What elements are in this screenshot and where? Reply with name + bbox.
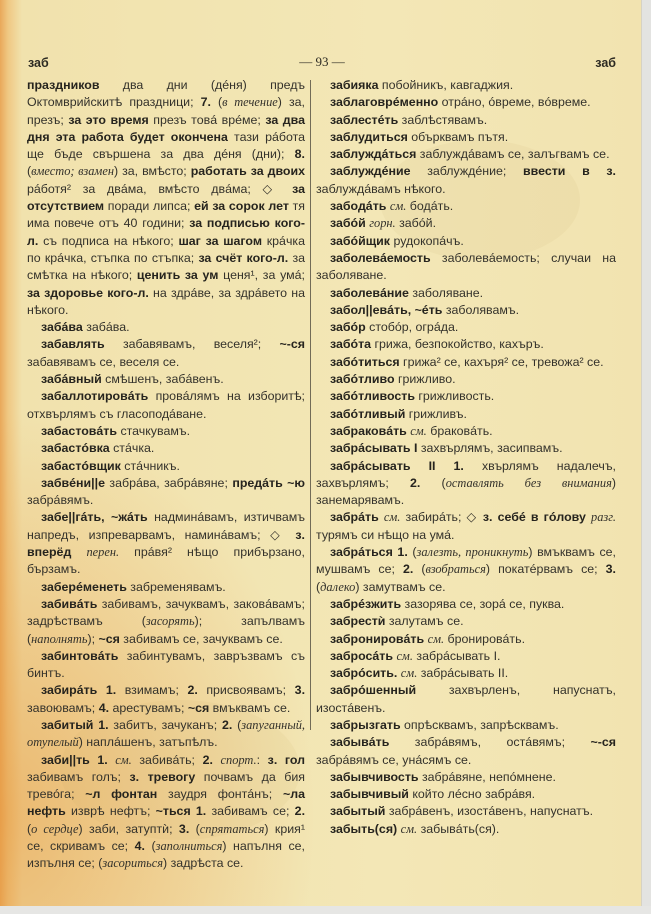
dictionary-entry: забитый 1. забитъ, зачуканъ; 2. (запуганный, отупелый) наплáшенъ, затъпѣлъ. [27,717,305,750]
dictionary-entry: забытый забрáвенъ, изостáвенъ, напуснатъ. [330,804,594,819]
dictionary-entry: забóтливый грижливъ. [330,406,467,421]
dictionary-entry: забóй горн. забóй. [330,216,437,231]
dictionary-entry: забрóсить. см. забрáсывать II. [330,666,509,681]
dictionary-entry: заблаговрéменно отрáно, óвреме, вóвреме. [330,95,591,110]
dictionary-entry: забирáть 1. взимамъ; 2. присвоявамъ; 3. завоювамъ; 4. арестувамъ; ~ся вмъквамъ се. [27,683,306,715]
dictionary-entry: заблуждéние заблуждéние; ввести в з. заблуждáвамъ нѣкого. [316,164,616,196]
dictionary-entry: забе||гáть, ~жáть надминáвамъ, изтичвамъ напредъ, изпреварвамъ, наминáвамъ; ◇ з. вперёд перен. прáвя² нѣщо прибързано, бързамъ. [27,510,305,577]
dictionary-entry: заболевáние заболяване. [330,285,484,300]
right-column [316,77,616,838]
dictionary-entry: забияка побойникъ, кавгаджия. [330,78,514,92]
dictionary-entry: забодáть см. бодáть. [330,199,454,214]
dictionary-entry: забрóшенный захвърленъ, напуснатъ, изостáвенъ. [316,683,616,715]
dictionary-entry: забóтливо грижливо. [330,372,456,387]
dictionary-entry: заблестéть заблѣстявамъ. [330,112,488,127]
dictionary-entry: забастовáть стачкувамъ. [41,423,191,438]
dictionary-entry: забрáсывать II 1. хвърлямъ надалечъ, захвърлямъ; 2. (оставлять без внимания) занемарявамъ. [316,458,617,508]
dictionary-entry: забивáть забивамъ, зачуквамъ, зaковáвамъ; задрѣствамъ (засорять); запълвамъ (наполнять); ~ся забивамъ се, зачуквамъ се. [27,596,305,646]
dictionary-entry: забáвный смѣшенъ, забáвенъ. [41,372,224,387]
dictionary-entry: забавлять забавявамъ, веселя²; ~-ся забавявамъ се, веселя се. [27,337,305,369]
dictionary-entry: забрáсывать I захвърлямъ, засипвамъ. [330,441,563,456]
dictionary-entry: забóта грижа, безпокойство, кахъръ. [330,337,544,352]
dictionary-entry: забраковáть см. браковáть. [330,423,493,438]
left-column [27,77,305,873]
scan-border-right [641,0,651,914]
page-number: — 93 — [299,54,345,69]
dictionary-entry: забывáть забрáвямъ, остáвямъ; ~-ся забрáвямъ се, унáсямъ се. [316,735,616,767]
dictionary-entry: забастóвка стáчка. [41,441,155,456]
scan-border-bottom [0,906,651,914]
dictionary-entry: забóтливость грижливость. [330,389,495,404]
dictionary-entry: забыть(ся) см. забывáть(ся). [330,821,500,836]
dictionary-entry: забаллотировáть провáлямъ на изборитѣ; отхвърлямъ съ гласоподáване. [27,389,305,421]
dictionary-entry: забрызгать опрѣсквамъ, запрѣсквамъ. [330,717,559,732]
dictionary-entry: забастóвщик стáчникъ. [41,458,180,473]
dictionary-entry: заберéменеть забременявамъ. [41,579,226,594]
dictionary-entry: забрéзжить зазорява се, зорá се, пуква. [330,596,565,611]
dictionary-entry: забрестѝ залутамъ се. [330,614,464,629]
dictionary-entry: заболевáемость заболевáемость; случаи на заболяване. [316,250,616,283]
dictionary-entry: заблуждáться заблуждáвамъ се, залъгвамъ се. [330,147,610,162]
dictionary-entry: забинтовáть забинтувамъ, завръзвамъ съ бинтъ. [27,648,305,681]
dictionary-entry: забол||евáть, ~éть заболявамъ. [330,302,520,317]
dictionary-entry: забросáть см. забрáсывать I. [330,648,501,663]
dictionary-entry: забáва забáва. [41,320,130,335]
column-divider [310,80,311,730]
guide-word-left: заб [28,56,49,70]
dictionary-entry: забóр стобóр, огрáда. [330,320,459,335]
dictionary-entry: забрáться 1. (залезть, проникнуть) вмъквамъ се, мушвамъ се; 2. (взобраться) покатéрвамъ се; 3. (далеко) замутвамъ се. [316,545,616,594]
dictionary-entry: праздников два дни (дéня) предъ Октомврийскитѣ праздници; 7. (в течение) за, презъ; за это время презъ товá врéме; за два дня эта работа будет окончена тази рáбота ще бъде свършена за два дéня (дни); 8. (вместо; взамен) за, вмѣсто; работать за двоих рáботя² за двáма, вмѣсто двáма; ◇ за отсутствием поради липса; ей за сорок лет тя има повече отъ 40 години; за подписью кого-л. съ подписа на нѣкого; шаг за шагом крáчка по крáчка, стъпка по стъпка; за счёт кого-л. за смѣтка на нѣкого; ценить за ум ценя¹, за умá; за здоровье кого-л. на здрáве, за здрáвето на нѣкого. [27,78,306,317]
dictionary-entry: заби||ть 1. см. забивáть; 2. спорт.: з. гол забивамъ голъ; з. тревогу почвамъ да бия тревóга; ~л фонтан заудря фонтáнъ; ~ла нефть изврѣ нефтъ; ~ться 1. забивамъ се; 2. (о сердце) заби, затуптѝ; 3. (спрятаться) крия¹ се, скривамъ се; 4. (заполниться) напълня се, изпълня се; (засориться) задрѣста се. [27,752,306,871]
dictionary-entry: забрáть см. забирáть; ◇ з. себé в гóлову разг. турямъ си нѣщо на умá. [316,510,616,542]
dictionary-entry: забвéни||е забрáва, забрáвяне; предáть ~ю забрáвямъ. [27,475,305,508]
dictionary-entry: забывчивость забрáвяне, непóмнене. [330,769,556,784]
dictionary-entry: забóтиться грижа² се, кахъря² се, тревожа² се. [330,354,604,369]
dictionary-entry: забóйщик рудокопáчъ. [330,233,464,248]
dictionary-entry: забронировáть см. бронировáть. [330,631,526,646]
dictionary-entry: забывчивый който лéсно забрáвя. [330,787,536,802]
page-header [28,56,616,74]
guide-word-right: заб [595,56,616,70]
dictionary-entry: заблудиться обърквамъ пътя. [330,129,509,144]
